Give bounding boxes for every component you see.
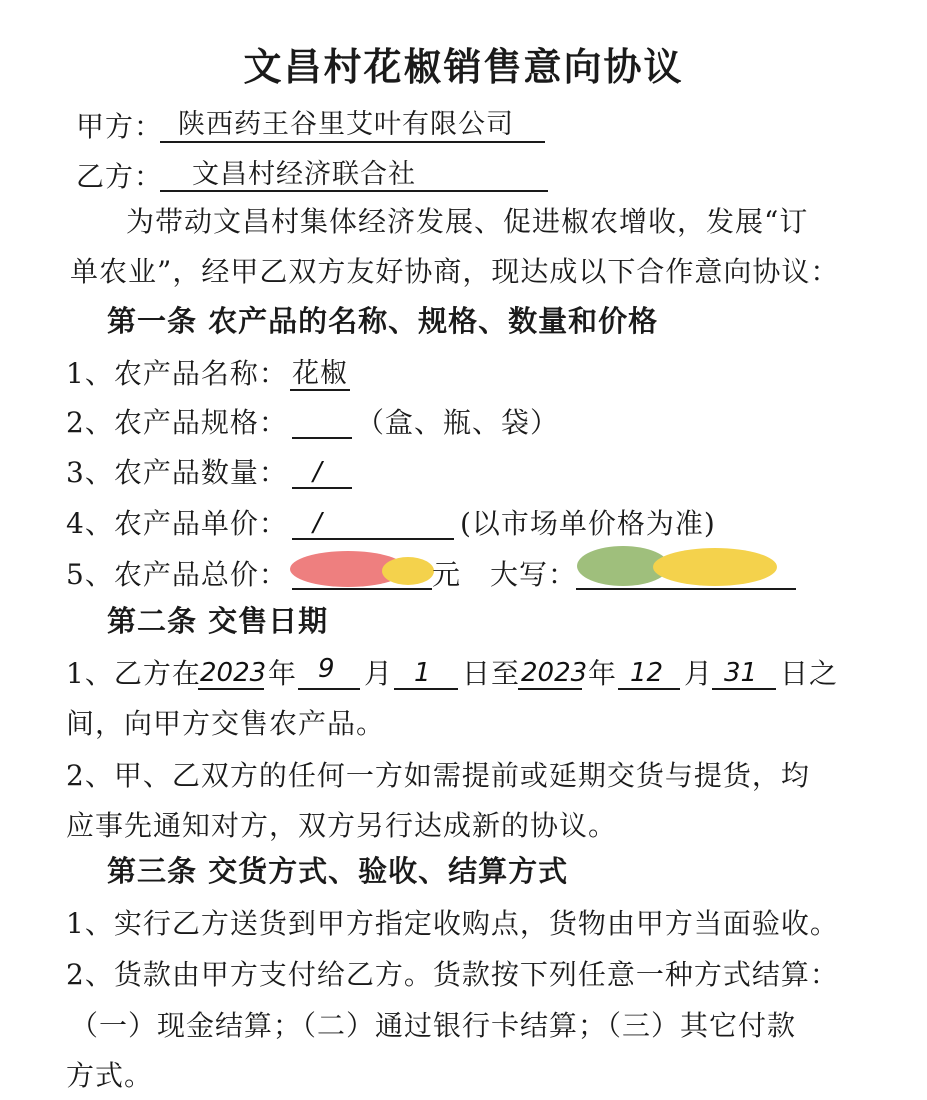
article-3-p1: 1、实行乙方送货到甲方指定收购点，货物由甲方当面验收。 bbox=[66, 907, 839, 940]
item-1-value: 花椒 bbox=[292, 358, 348, 389]
start-month-underline bbox=[298, 688, 360, 690]
item-5-label: 5、农产品总价： bbox=[66, 558, 288, 591]
article-2-p2-line-2: 应事先通知对方，双方另行达成新的协议。 bbox=[66, 809, 618, 842]
start-year-unit: 年 bbox=[268, 657, 298, 690]
start-month: 9 bbox=[318, 654, 335, 684]
end-day: 31 bbox=[724, 658, 758, 688]
item-3-label: 3、农产品数量： bbox=[66, 456, 288, 489]
party-b-underline bbox=[160, 190, 548, 192]
end-year: 2023 bbox=[521, 658, 588, 688]
article-2-p1-prefix: 1、乙方在 bbox=[66, 657, 201, 690]
item-1-label: 1、农产品名称： bbox=[66, 357, 288, 390]
item-5-unit: 元 bbox=[432, 558, 462, 591]
item-2-underline bbox=[292, 437, 352, 439]
party-a-label: 甲方： bbox=[76, 110, 164, 143]
document-title: 文昌村花椒销售意向协议 bbox=[243, 45, 684, 89]
end-month-underline bbox=[618, 688, 680, 690]
item-2-suffix: （盒、瓶、袋） bbox=[356, 406, 560, 439]
redaction-yellow-mark bbox=[653, 548, 777, 586]
end-year-unit: 年 bbox=[588, 657, 618, 690]
article-3-p2: 2、货款由甲方支付给乙方。货款按下列任意一种方式结算： bbox=[66, 958, 839, 991]
party-a-underline bbox=[160, 141, 545, 143]
intro-line-2: 单农业”，经甲乙双方友好协商，现达成以下合作意向协议： bbox=[70, 255, 840, 288]
start-year-underline bbox=[198, 688, 264, 690]
end-month-unit: 月 bbox=[684, 657, 714, 690]
article-3-heading: 第三条 交货方式、验收、结算方式 bbox=[107, 854, 569, 888]
item-5-caps-underline bbox=[576, 588, 796, 590]
item-3-underline bbox=[292, 487, 352, 489]
item-4-underline bbox=[292, 538, 454, 540]
intro-line-1: 为带动文昌村集体经济发展、促进椒农增收，发展“订 bbox=[126, 205, 809, 238]
article-2-p2-line-1: 2、甲、乙双方的任何一方如需提前或延期交货与提货，均 bbox=[66, 759, 810, 792]
start-day: 1 bbox=[414, 658, 431, 688]
item-4-suffix: (以市场单价格为准) bbox=[460, 507, 716, 540]
article-3-p3: （一）现金结算；（二）通过银行卡结算；（三）其它付款 bbox=[70, 1009, 797, 1042]
start-day-underline bbox=[394, 688, 458, 690]
price-redaction bbox=[290, 548, 440, 590]
item-5-caps-label: 大写： bbox=[490, 558, 578, 591]
item-3-value: / bbox=[313, 457, 322, 487]
start-year: 2023 bbox=[200, 658, 267, 688]
redaction-yellow-mark bbox=[382, 557, 434, 585]
item-4-value: / bbox=[313, 508, 322, 538]
start-day-unit: 日至 bbox=[462, 657, 521, 690]
article-3-p4: 方式。 bbox=[66, 1059, 154, 1092]
item-1-underline bbox=[290, 389, 350, 391]
party-b-label: 乙方： bbox=[76, 160, 164, 193]
article-1-heading: 第一条 农产品的名称、规格、数量和价格 bbox=[107, 304, 659, 338]
caps-redaction bbox=[575, 544, 780, 588]
article-2-heading: 第二条 交售日期 bbox=[107, 604, 329, 638]
end-year-underline bbox=[518, 688, 582, 690]
party-a-name: 陕西药王谷里艾叶有限公司 bbox=[178, 109, 514, 140]
end-month: 12 bbox=[630, 658, 664, 688]
item-5-underline bbox=[292, 588, 432, 590]
end-day-unit: 日之 bbox=[780, 657, 839, 690]
start-month-unit: 月 bbox=[364, 657, 394, 690]
article-2-p1-line-2: 间，向甲方交售农产品。 bbox=[66, 707, 386, 740]
end-day-underline bbox=[712, 688, 776, 690]
item-4-label: 4、农产品单价： bbox=[66, 507, 288, 540]
party-b-name: 文昌村经济联合社 bbox=[192, 159, 416, 190]
item-2-label: 2、农产品规格： bbox=[66, 406, 288, 439]
